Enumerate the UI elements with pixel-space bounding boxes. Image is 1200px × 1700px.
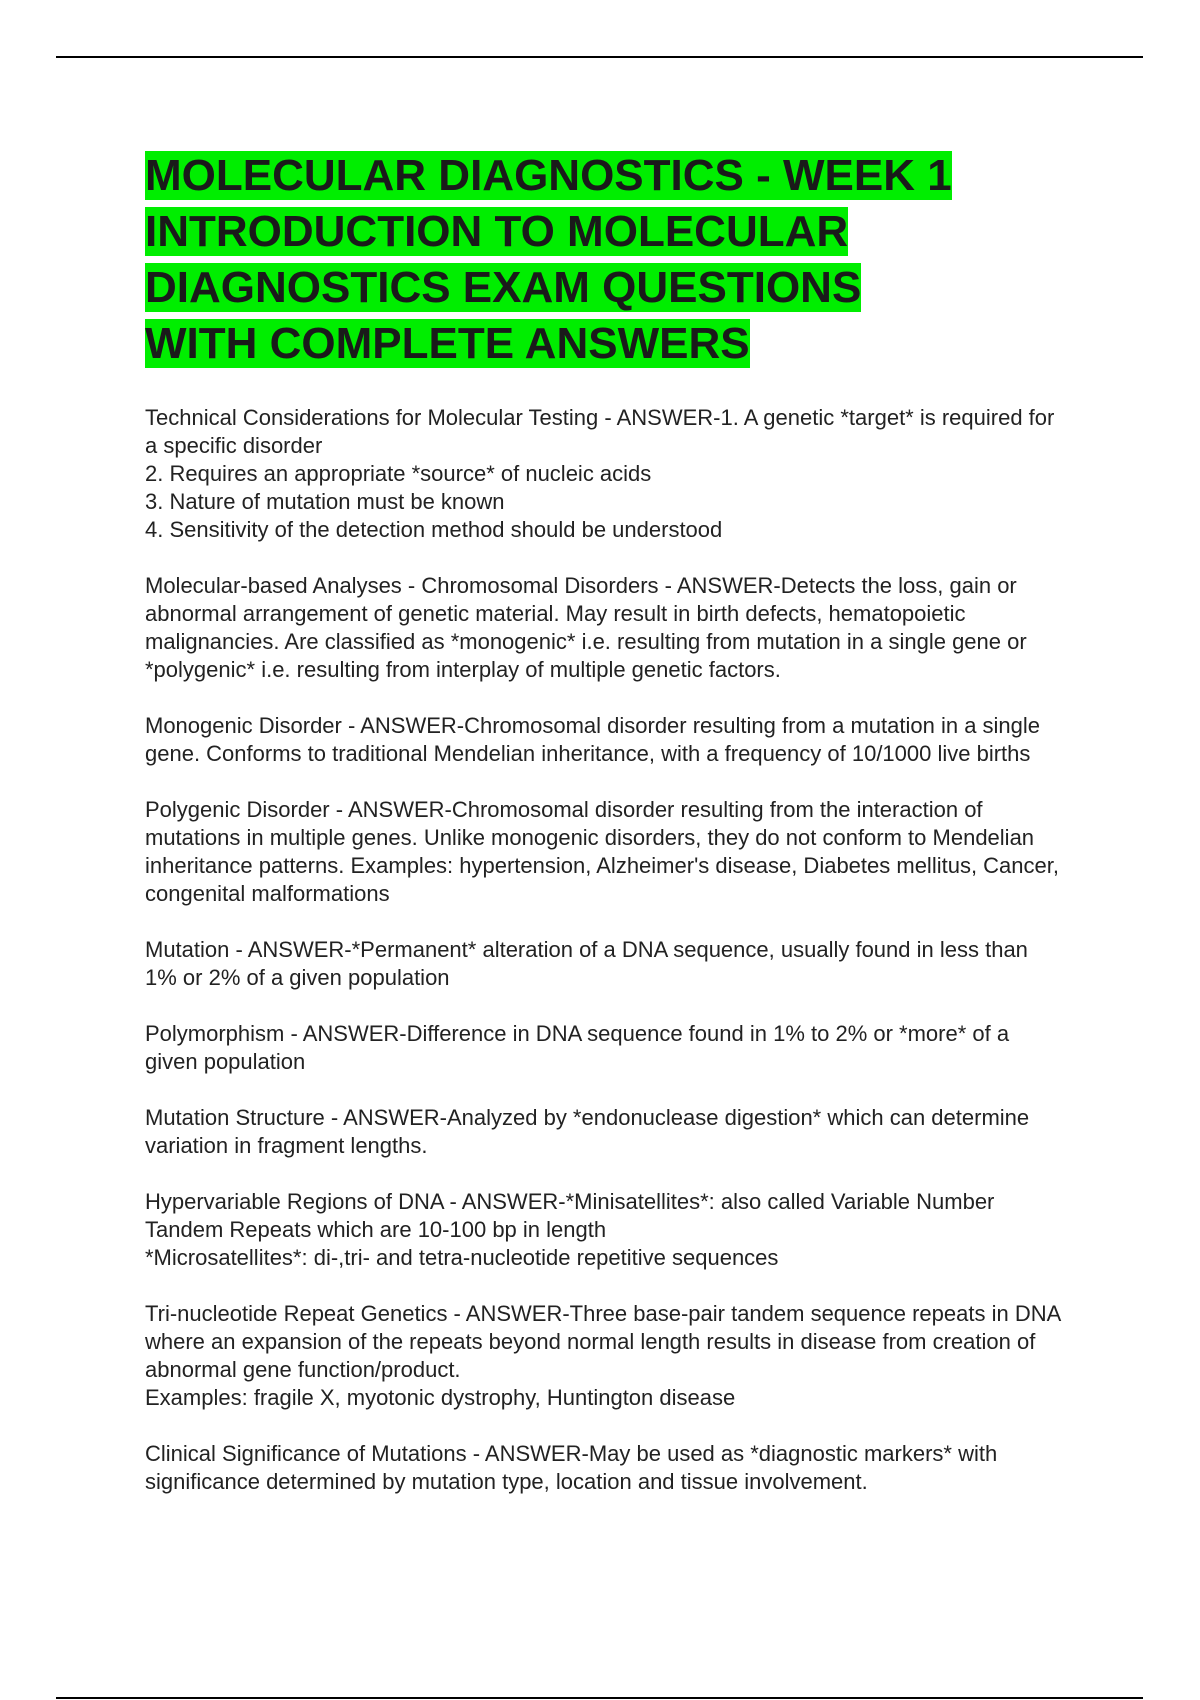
qa-entry-line: Hypervariable Regions of DNA - ANSWER-*Minisatellites*: also called Variable Number Tandem Repeats which are 10-100 bp in length bbox=[145, 1189, 995, 1242]
qa-entry-line: Polygenic Disorder - ANSWER-Chromosomal disorder resulting from the interaction of mutations in multiple genes. Unlike monogenic disorders, they do not conform to Mendelian inheritance patterns. Examples: hypertension, Alzheimer's disease, Diabetes mellitus, Cancer, congenital malformations bbox=[145, 797, 1059, 906]
qa-entry-line: Technical Considerations for Molecular Testing - ANSWER-1. A genetic *target* is required for a specific disorder bbox=[145, 405, 1055, 458]
header-rule bbox=[56, 56, 1143, 58]
qa-entries bbox=[145, 404, 1065, 1496]
footer-rule bbox=[56, 1697, 1143, 1699]
qa-entry bbox=[145, 404, 1065, 544]
title-line-3: DIAGNOSTICS EXAM QUESTIONS bbox=[145, 263, 862, 312]
qa-entry bbox=[145, 936, 1065, 992]
qa-entry bbox=[145, 572, 1065, 684]
qa-entry bbox=[145, 1104, 1065, 1160]
qa-entry-line: 2. Requires an appropriate *source* of nucleic acids bbox=[145, 461, 652, 486]
title-line-2: INTRODUCTION TO MOLECULAR bbox=[145, 207, 849, 256]
qa-entry-line: Mutation Structure - ANSWER-Analyzed by *endonuclease digestion* which can determine variation in fragment lengths. bbox=[145, 1105, 1030, 1158]
qa-entry bbox=[145, 712, 1065, 768]
qa-entry bbox=[145, 1300, 1065, 1412]
qa-entry bbox=[145, 1440, 1065, 1496]
qa-entry-line: Mutation - ANSWER-*Permanent* alteration of a DNA sequence, usually found in less than 1% or 2% of a given population bbox=[145, 937, 1028, 990]
qa-entry-line: Molecular-based Analyses - Chromosomal Disorders - ANSWER-Detects the loss, gain or abnormal arrangement of genetic material. May result in birth defects, hematopoietic malignancies. Are classified as *monogenic* i.e. resulting from mutation in a single gene or *polygenic* i.e. resulting from interplay of multiple genetic factors. bbox=[145, 573, 1027, 682]
qa-entry-line: Monogenic Disorder - ANSWER-Chromosomal disorder resulting from a mutation in a single gene. Conforms to traditional Mendelian inheritance, with a frequency of 10/1000 live births bbox=[145, 713, 1041, 766]
title-line-1: MOLECULAR DIAGNOSTICS - WEEK 1 bbox=[145, 151, 952, 200]
title-line-4: WITH COMPLETE ANSWERS bbox=[145, 319, 750, 368]
qa-entry-line: *Microsatellites*: di-,tri- and tetra-nucleotide repetitive sequences bbox=[145, 1245, 779, 1270]
qa-entry bbox=[145, 1188, 1065, 1272]
document-title bbox=[145, 148, 1065, 372]
qa-entry-line: 3. Nature of mutation must be known bbox=[145, 489, 505, 514]
qa-entry-line: Examples: fragile X, myotonic dystrophy, Huntington disease bbox=[145, 1385, 736, 1410]
qa-entry-line: Polymorphism - ANSWER-Difference in DNA sequence found in 1% to 2% or *more* of a given population bbox=[145, 1021, 1010, 1074]
document-body bbox=[145, 148, 1065, 1524]
qa-entry-line: Tri-nucleotide Repeat Genetics - ANSWER-Three base-pair tandem sequence repeats in DNA where an expansion of the repeats beyond normal length results in disease from creation of abnormal gene function/product. bbox=[145, 1301, 1061, 1382]
qa-entry bbox=[145, 796, 1065, 908]
title-highlight bbox=[145, 151, 952, 368]
qa-entry-line: Clinical Significance of Mutations - ANSWER-May be used as *diagnostic markers* with significance determined by mutation type, location and tissue involvement. bbox=[145, 1441, 998, 1494]
qa-entry-line: 4. Sensitivity of the detection method should be understood bbox=[145, 517, 723, 542]
qa-entry bbox=[145, 1020, 1065, 1076]
